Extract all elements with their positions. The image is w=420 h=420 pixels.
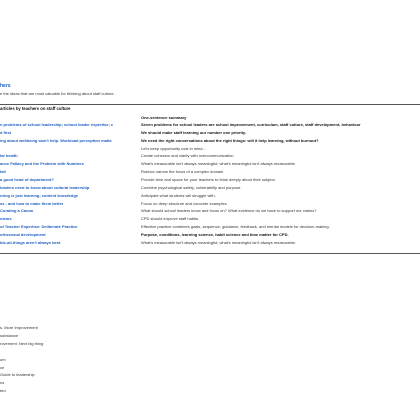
article-summary: Effective practice combines goals, sequence, guidance, feedback, and mental models for decision-making. xyxy=(141,224,330,230)
article-link[interactable]: fail xyxy=(0,169,6,175)
table-row xyxy=(0,177,420,184)
table-row xyxy=(0,169,420,176)
list-item: rovement: Next big thing xyxy=(0,340,44,346)
list-item: s. More Improvement xyxy=(0,325,38,330)
table-row xyxy=(0,185,420,192)
articles-table xyxy=(0,104,420,254)
table-row xyxy=(0,138,420,145)
list-item: Guide to leadership xyxy=(0,372,35,378)
article-summary: What should school leaders know and focus on? What evidence do we have to support our claims? xyxy=(141,208,317,214)
article-summary: Anticipate what students will struggle with. xyxy=(141,192,216,198)
article-link[interactable]: nisms xyxy=(0,216,12,222)
article-link[interactable]: ance Fallacy and the Problem with Numbers xyxy=(0,161,84,167)
article-summary: CPD should improve staff habits. xyxy=(141,216,200,222)
article-summary: Provide time and space for your teachers to think deeply about their subject. xyxy=(141,176,276,182)
table-row xyxy=(0,208,420,215)
article-summary: What's measurable isn't always meaningful; what's meaningful isn't always measurable. xyxy=(141,161,296,167)
list-item: ce xyxy=(0,364,5,370)
table-row xyxy=(0,153,420,160)
summary-column-header: One-sentence summary xyxy=(141,115,187,120)
article-link[interactable]: n problems of school leadership; school leader expertise; c xyxy=(0,122,114,127)
article-link[interactable]: ofessional development xyxy=(0,231,46,237)
article-summary: Seven problems for school leaders are school improvement, curriculum, staff culture, staff development, behaviour xyxy=(141,122,361,127)
table-row xyxy=(0,146,420,153)
article-summary: Create cohesion and clarity with overcommunication xyxy=(141,153,234,159)
article-summary: Focus on deep structure and concrete examples. xyxy=(141,200,228,206)
article-link[interactable]: d first xyxy=(0,129,12,135)
article-summary: We should make staff learning our number one priority. xyxy=(141,129,246,135)
list-item: um xyxy=(0,356,6,362)
list-item: substance xyxy=(0,332,19,338)
article-summary: Combine psychological safety, vulnerability and purpose. xyxy=(141,184,242,190)
article-link[interactable]: a good head of department? xyxy=(0,176,54,182)
table-row xyxy=(0,232,420,239)
article-link[interactable]: ble-all-things aren't always best xyxy=(0,239,61,245)
article-summary: Purpose, conditions, learning science, habit science and time matter for CPD. xyxy=(141,231,289,237)
table-row xyxy=(0,240,420,247)
article-summary: We need the right conversations about the right things: will it help learning, without burnout? xyxy=(141,137,319,143)
article-link[interactable]: leaders need to know about cultural leadership xyxy=(0,184,90,190)
article-link[interactable]: tal health xyxy=(0,153,18,159)
list-item: ns xyxy=(0,380,5,386)
table-row xyxy=(0,193,420,200)
table-row xyxy=(0,122,420,129)
article-summary: Rubrics narrow the focus of a complex domain xyxy=(141,169,224,175)
table-row xyxy=(0,161,420,168)
article-link[interactable]: ing about wellbeing won't help. Workload perception matte xyxy=(0,137,112,143)
article-link[interactable]: of Teacher Expertise: Deliberate Practice xyxy=(0,224,78,230)
list-item: ted xyxy=(0,388,6,394)
table-heading: articles by teachers on staff culture xyxy=(0,106,71,111)
article-summary: What's measurable isn't always meaningful; what's meaningful isn't always measurable. xyxy=(141,239,296,245)
section-title: hers xyxy=(0,83,11,89)
article-link[interactable]: ss - and how to make them better xyxy=(0,200,64,206)
table-row xyxy=(0,216,420,223)
article-link[interactable]: Curating a Canon xyxy=(0,208,34,214)
article-summary: Let's keep opportunity cost in mind... xyxy=(141,145,206,151)
section-subtitle: e the ideas that are most valuable for thinking about staff culture. xyxy=(0,91,115,96)
article-link[interactable]: rning is just learning; content knowledge xyxy=(0,192,79,198)
table-row xyxy=(0,201,420,208)
table-row xyxy=(0,130,420,137)
table-row xyxy=(0,224,420,231)
